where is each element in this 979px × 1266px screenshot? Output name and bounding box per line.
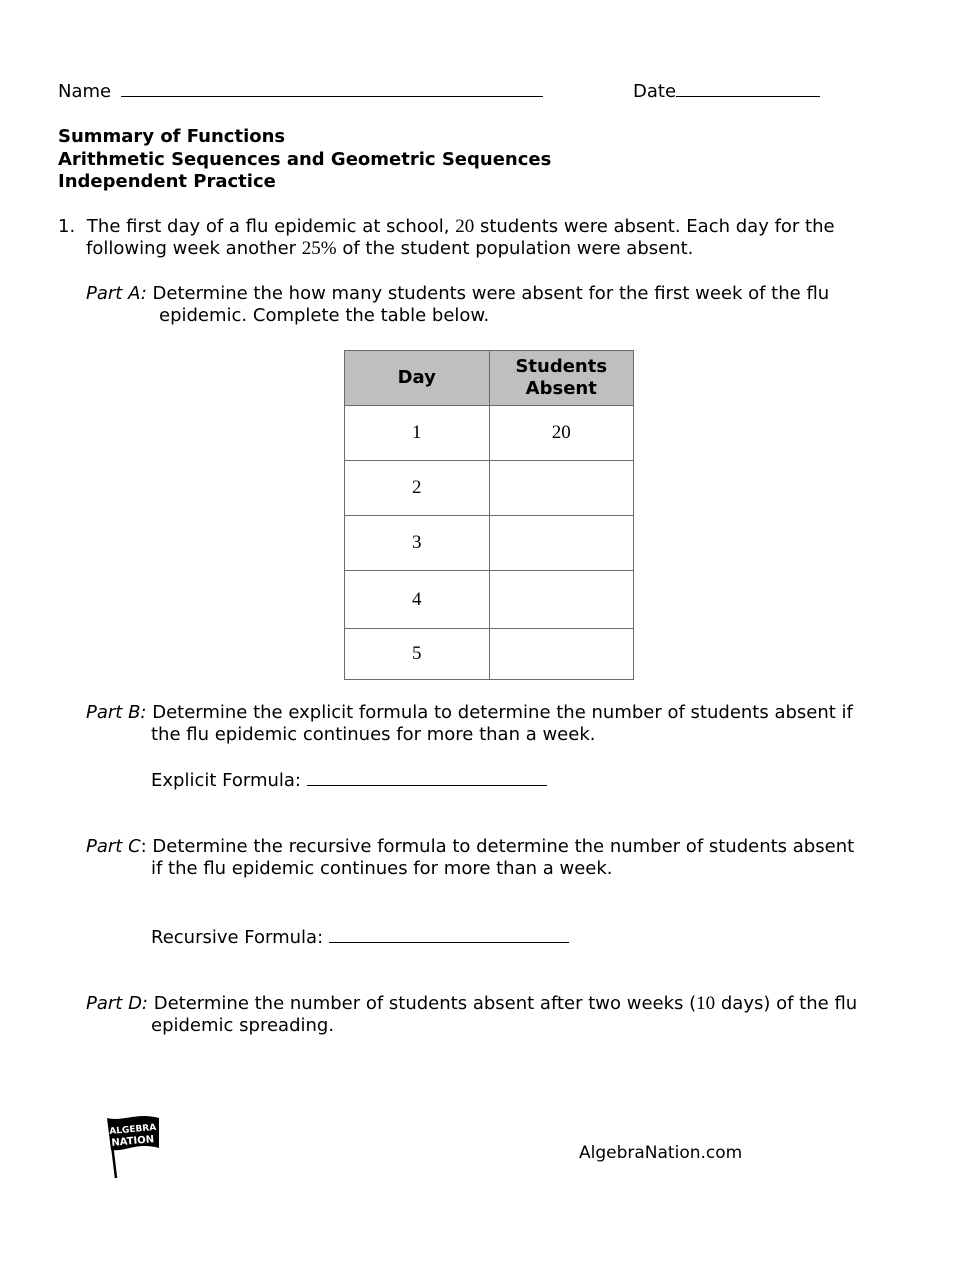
- name-line: [58, 80, 543, 102]
- cell-absent: 20: [489, 406, 634, 461]
- table-row: [345, 406, 634, 461]
- date-blank[interactable]: [676, 80, 820, 97]
- name-blank[interactable]: [121, 80, 543, 97]
- part-a-line1: [86, 283, 829, 304]
- part-a-label: Part A:: [86, 283, 147, 304]
- header-absent: Absent: [525, 378, 597, 399]
- title-practice: Independent Practice: [58, 171, 276, 192]
- table-row: [345, 629, 634, 680]
- recursive-formula-blank[interactable]: [329, 926, 569, 943]
- value-percent: 25%: [301, 238, 337, 259]
- part-d-line2: epidemic spreading.: [151, 1015, 335, 1036]
- cell-day: 3: [345, 516, 490, 571]
- logo-text-nation: NATION: [111, 1134, 155, 1149]
- part-a-text: Determine the how many students were absent for the first week of the flu: [146, 283, 830, 304]
- part-d-text: Determine the number of students absent after two weeks (: [148, 993, 697, 1014]
- title-summary: Summary of Functions: [58, 126, 286, 147]
- part-d-text: days) of the flu: [715, 993, 858, 1014]
- cell-day: 4: [345, 571, 490, 629]
- problem-1-line2: [86, 238, 693, 260]
- recursive-formula-line: [151, 926, 569, 948]
- table-row: [345, 461, 634, 516]
- part-d-line1: [86, 993, 857, 1015]
- part-b-label: Part B:: [86, 702, 147, 723]
- problem-1-line1: [58, 216, 835, 238]
- part-b-text: Determine the explicit formula to determine the number of students absent if: [146, 702, 853, 723]
- cell-absent-input[interactable]: [489, 571, 634, 629]
- absence-table: [344, 350, 634, 680]
- header-students: Students: [515, 356, 608, 377]
- table-row: [345, 516, 634, 571]
- cell-day: 2: [345, 461, 490, 516]
- table-row: [345, 571, 634, 629]
- part-c-label: Part C: [86, 836, 141, 857]
- value-days: 10: [696, 993, 716, 1014]
- cell-day: 1: [345, 406, 490, 461]
- site-link[interactable]: AlgebraNation.com: [579, 1143, 743, 1163]
- date-line: [633, 80, 820, 102]
- algebra-nation-logo: [103, 1114, 163, 1180]
- part-b-line2: the flu epidemic continues for more than a week.: [151, 724, 596, 745]
- cell-day: 5: [345, 629, 490, 680]
- explicit-formula-blank[interactable]: [307, 769, 547, 786]
- part-b-line1: [86, 702, 853, 723]
- explicit-formula-label: Explicit Formula:: [151, 770, 307, 791]
- cell-absent-input[interactable]: [489, 629, 634, 680]
- logo-text-algebra: ALGEBRA: [108, 1122, 157, 1138]
- explicit-formula-line: [151, 769, 547, 791]
- date-label: Date: [633, 81, 677, 102]
- problem-text: The first day of a flu epidemic at school,: [86, 216, 456, 237]
- problem-text: of the student population were absent.: [336, 238, 694, 259]
- part-d-label: Part D:: [86, 993, 148, 1014]
- part-a-line2: epidemic. Complete the table below.: [159, 305, 490, 326]
- recursive-formula-label: Recursive Formula:: [151, 927, 329, 948]
- part-c-line2: if the flu epidemic continues for more than a week.: [151, 858, 613, 879]
- header-students-absent: [489, 351, 634, 406]
- cell-absent-input[interactable]: [489, 461, 634, 516]
- problem-text: following week another: [86, 238, 302, 259]
- name-label: Name: [58, 81, 112, 102]
- header-day: Day: [345, 351, 490, 406]
- table-header-row: [345, 351, 634, 406]
- part-c-text: : Determine the recursive formula to determine the number of students absent: [140, 836, 855, 857]
- part-c-line1: [86, 836, 854, 857]
- title-sequences: Arithmetic Sequences and Geometric Sequences: [58, 149, 552, 170]
- value-students: 20: [455, 216, 475, 237]
- problem-text: students were absent. Each day for the: [474, 216, 835, 237]
- cell-absent-input[interactable]: [489, 516, 634, 571]
- problem-number: 1.: [58, 216, 76, 237]
